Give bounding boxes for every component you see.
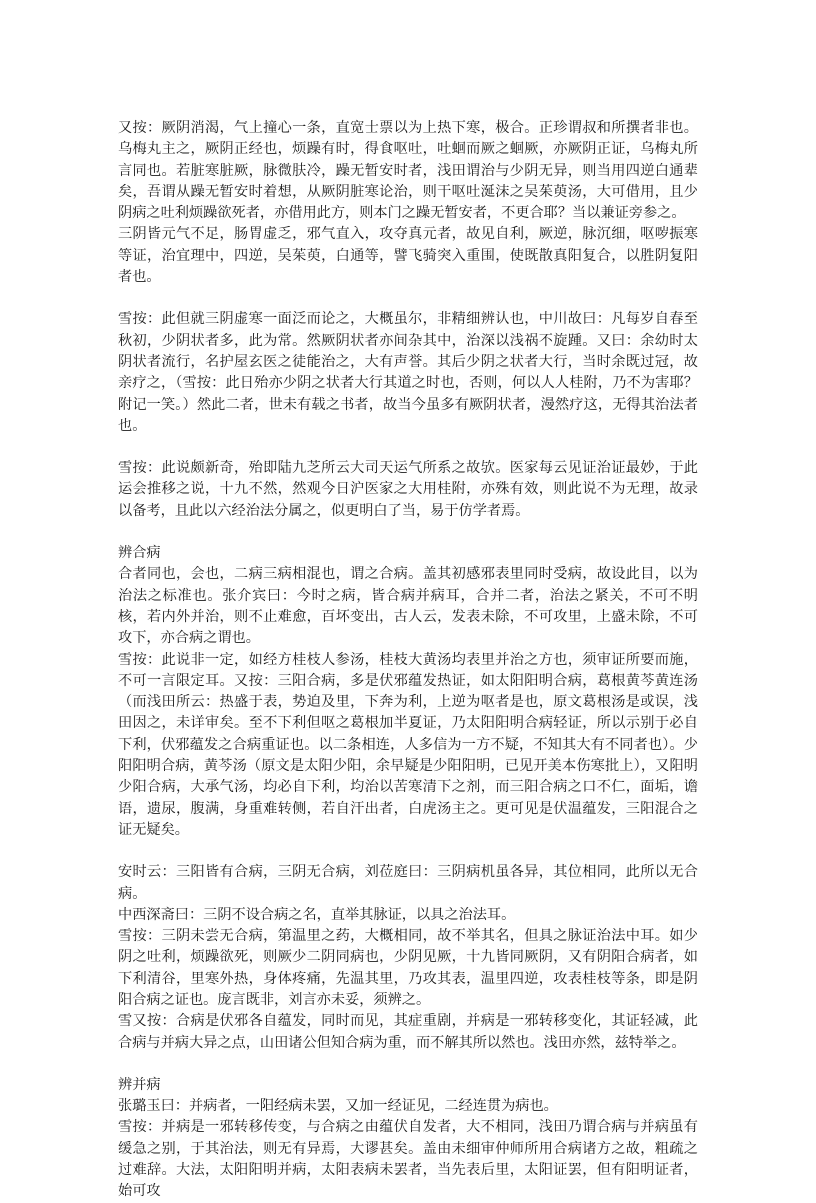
body-paragraph: 雪按：并病是一邪转移传变，与合病之由蕴伏自发者，大不相同，浅田乃谓合病与并病虽有缓急之别，于其治法，则无有异焉，大谬甚矣。盖由未细审仲师所用合病诸方之故，粗疏之过难辞。大法，太阳阳明并病，太阳表病未罢者，当先表后里，太阳证罢，但有阳明证者，始可攻 bbox=[118, 1119, 698, 1200]
body-paragraph: 雪按：此但就三阴虚寒一面泛而论之，大概虽尔，非精细辨认也，中川故曰：凡每岁自春至秋初，少阴状者多，此为常。然厥阴状者亦间杂其中，治深以浅祸不旋踵。又曰：余幼时太阴状者流行，名护屋玄医之徒能治之，大有声誉。其后少阴之状者大行，当时余既过冠，故亲疗之，（雪按：此日殆亦少阴之状者大行其道之时也，否则，何以人人桂附，乃不为害耶？附记一笑。）然此二者，世未有载之书者，故当今虽多有厥阴状者，漫然疗这，无得其治法者也。 bbox=[118, 311, 698, 434]
paragraph-gap bbox=[118, 1054, 698, 1075]
body-paragraph: 雪按：三阴未尝无合病，第温里之药，大概相同，故不举其名，但具之脉证治法中耳。如少阴之吐利，烦躁欲死，则厥少二阴同病也，少阴见厥，十九皆同厥阴，又有阴阳合病者，如下利清谷，里寒外热，身体疼痛，先温其里，乃攻其表，温里四逆，攻表桂枝等条，即是阴阳合病之证也。庞言既非，刘言亦未妥，须辨之。 bbox=[118, 928, 698, 1008]
body-paragraph: 中西深斋曰：三阴不设合病之名，直举其脉证，以具之治法耳。 bbox=[118, 906, 516, 923]
document-page bbox=[118, 118, 698, 1203]
paragraph-gap bbox=[118, 437, 698, 458]
body-paragraph: 张璐玉曰：并病者，一阳经病未罢，又加一经证见，二经连贯为病也。 bbox=[118, 1098, 558, 1115]
paragraph-gap bbox=[118, 522, 698, 543]
section-heading: 辨并病 bbox=[118, 1076, 161, 1093]
section-heading: 辨合病 bbox=[118, 545, 161, 562]
paragraph-gap bbox=[118, 288, 698, 309]
body-paragraph: 三阴皆元气不足，肠胃虚乏，邪气直入，攻夺真元者，故见自利，厥逆，脉沉细，呕哕振寒等证，治宜理中，四逆，吴茱萸，白通等，譬飞骑突入重围，使既散真阳复合，以胜阴复阳者也。 bbox=[118, 226, 698, 286]
paragraph-gap bbox=[118, 841, 698, 862]
body-paragraph: 合者同也，会也，二病三病相混也，谓之合病。盖其初感邪表里同时受病，故设此目，以为治法之标准也。张介宾曰：今时之病，皆合病并病耳，合并二者，治法之紧关，不可不明核，若内外并治，则不止难愈，百坏变出，古人云，发表未除，不可攻里，上盛未除，不可攻下，亦合病之谓也。 bbox=[118, 566, 698, 647]
body-paragraph: 雪按：此说非一定，如经方桂枝人参汤，桂枝大黄汤均表里并治之方也，须审证所要而施，不可一言限定耳。又按：三阳合病，多是伏邪蕴发热证，如太阳阳明合病，葛根黄芩黄连汤（而浅田所云：热盛于表，势迫及里，下奔为利，上逆为呕者是也，原文葛根汤是或误，浅田因之，未详审矣。至不下利但呕之葛根加半夏证，乃太阳阳明合病轻证，所以示别于必自下利，伏邪蕴发之合病重证也。以二条相连，人多信为一方不疑，不知其大有不同者也）。少阳阳明合病，黄芩汤（原文是太阳少阳，余早疑是少阳阳明，已见开美本伤寒批上），又阳明少阳合病，大承气汤，均必自下利，均治以苦寒清下之剂，而三阳合病之口不仁，面垢，谵语，遗尿，腹满，身重难转侧，若自汗出者，白虎汤主之。更可见是伏温蕴发，三阳混合之证无疑矣。 bbox=[118, 651, 698, 838]
body-paragraph: 雪又按：合病是伏邪各自蕴发，同时而见，其症重剧，并病是一邪转移变化，其证轻减，此合病与并病大异之点，山田诸公但知合病为重，而不解其所以然也。浅田亦然，兹特举之。 bbox=[118, 1013, 698, 1051]
body-paragraph: 又按：厥阴消渴，气上撞心一条，直宽士票以为上热下寒，极合。正珍谓叔和所撰者非也。乌梅丸主之，厥阴正经也，烦躁有时，得食呕吐，吐蛔而厥之蛔厥，亦厥阴正证，乌梅丸所言同也。若脏寒脏厥，脉微肤冷，躁无暂安时者，浅田谓治与少阴无异，则当用四逆白通辈矣，吾谓从躁无暂安时着想，从厥阴脏寒论治，则干呕吐涎沫之吴茱萸汤，大可借用，且少阴病之吐利烦躁欲死者，亦借用此方，则本门之躁无暂安者，不更合耶？当以兼证旁参之。 bbox=[118, 120, 698, 222]
body-paragraph: 雪按：此说颇新奇，殆即陆九芝所云大司天运气所系之故欤。医家每云见证治证最妙，于此运会推移之说，十九不然，然观今日沪医家之大用桂附，亦殊有效，则此说不为无理，故录以备考，且此以六经治法分属之，似更明白了当，易于仿学者焉。 bbox=[118, 460, 698, 519]
body-paragraph: 安时云：三阳皆有合病，三阴无合病，刘莅庭曰：三阴病机虽各异，其位相同，此所以无合病。 bbox=[118, 864, 698, 902]
